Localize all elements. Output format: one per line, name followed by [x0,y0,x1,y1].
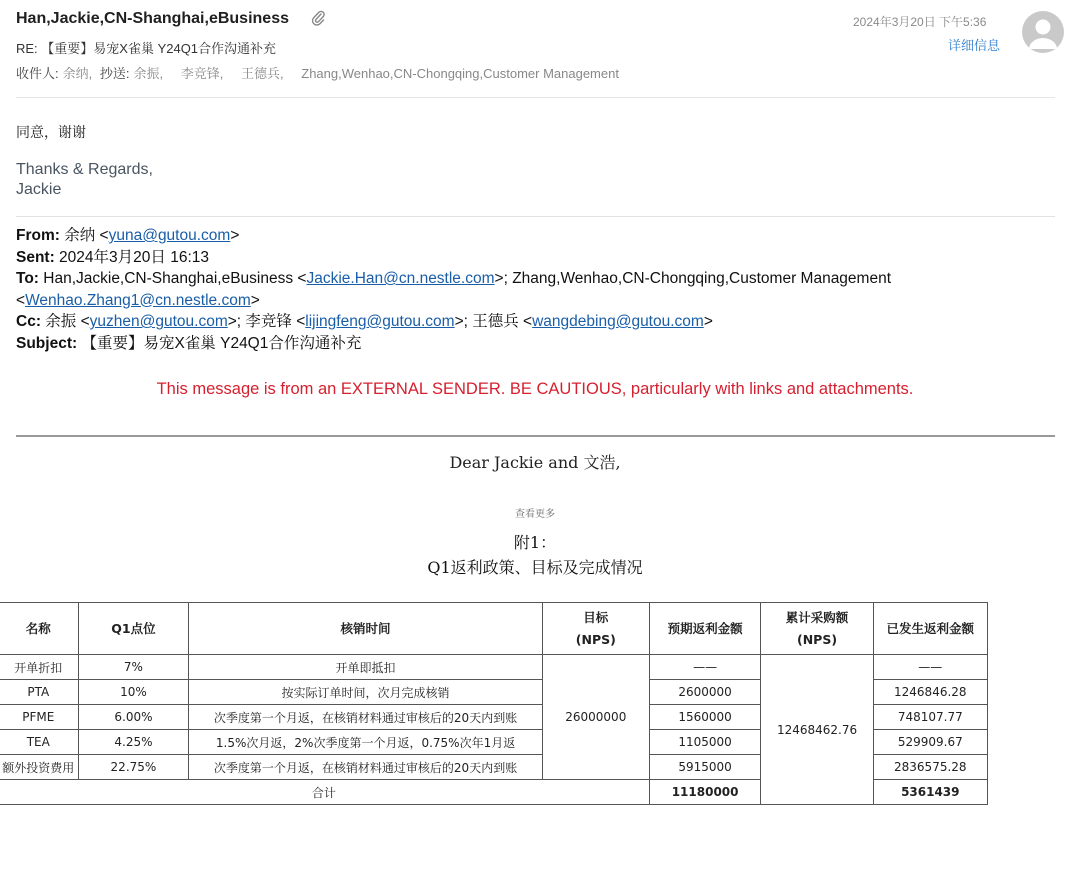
cell-occurred: 2836575.28 [873,755,987,780]
quoted-message-header [16,225,1066,354]
bracket: < [16,291,26,309]
avatar-person-icon [1022,11,1064,53]
from-label: From: [16,227,60,244]
column-header-line: 目标 [583,609,609,625]
subject-label: Subject: [16,334,78,352]
table-row [0,705,1078,730]
cc-label: Cc: [16,313,41,330]
column-header: 预期返利金额 [649,603,761,655]
header-divider [16,97,1055,98]
reply-body: 同意，谢谢 [16,124,86,140]
details-link[interactable]: 详细信息 [948,38,1001,53]
column-header: 已发生返利金额 [873,603,987,655]
quoted-sent [16,247,1066,269]
cc-name: >; 王德兵 < [454,313,533,330]
letter-divider [16,435,1055,437]
from-name: 余纳 < [59,227,109,244]
cell-q1: 22.75% [78,755,189,780]
message-date: 2024年3月20日 下午5:36 [853,15,987,29]
table-total-row [0,780,1078,805]
cell-expected: 1105000 [649,730,761,755]
table-row [0,680,1078,705]
cell-q1: 10% [78,680,189,705]
sender-name[interactable]: Han,Jackie,CN-Shanghai,eBusiness [16,10,289,27]
bracket: > [230,227,240,244]
external-sender-warning: This message is from an EXTERNAL SENDER. BE CAUTIOUS, particularly with links and attachments. [156,380,914,398]
cell-name: PFME [0,705,78,730]
cell-expected: —— [649,655,761,680]
cell-cumulative: 12468462.76 [761,655,873,805]
cell-name: 开单折扣 [0,655,78,680]
cc-recipient[interactable]: 余振, [133,66,164,81]
cc-email-link[interactable]: lijingfeng@gutou.com [305,313,455,330]
to-email-link[interactable]: Wenhao.Zhang1@cn.nestle.com [25,291,251,309]
rebate-table [0,602,1078,805]
table-row [0,755,1078,780]
bracket: > [250,291,260,309]
cc-name: 余振 < [40,313,90,330]
quoted-subject [16,333,1066,355]
cell-q1: 6.00% [78,705,189,730]
subject-line: RE: 【重要】易宠X雀巢 Y24Q1合作沟通补充 [16,41,277,56]
cell-total-label: 合计 [0,780,649,805]
quoted-to-cont [16,290,1066,312]
column-header: 名称 [0,603,78,655]
cc-label: 抄送: [99,66,130,81]
attachment-icon[interactable] [310,9,326,27]
cell-name: 额外投资费用 [0,755,78,780]
cell-name: TEA [0,730,78,755]
cell-q1: 7% [78,655,189,680]
cell-time: 次季度第一个月返，在核销材料通过审核后的20天内到账 [189,705,542,730]
cell-name: PTA [0,680,78,705]
cc-name: >; 李竞锋 < [227,313,306,330]
signature-name: Jackie [16,181,62,198]
table-row [0,655,1078,680]
column-header-line: (NPS) [796,631,838,647]
attachment-title: 附1： [513,533,557,552]
cell-time: 按实际订单时间，次月完成核销 [189,680,542,705]
recipients-line [16,63,619,82]
to-recipient[interactable]: 余纳, [62,66,93,81]
column-header-line: (NPS) [575,631,616,647]
cc-recipient[interactable]: 李竞锋, [180,66,224,81]
sent-label: Sent: [16,248,55,266]
table-header-row [0,603,1078,655]
cell-time: 次季度第一个月返，在核销材料通过审核后的20天内到账 [189,755,542,780]
quoted-from [16,225,1066,247]
cell-time: 开单即抵扣 [189,655,542,680]
quote-divider [16,216,1055,217]
cell-expected: 5915000 [649,755,761,780]
column-header-line: 累计采购额 [785,609,849,625]
cc-email-link[interactable]: yuzhen@gutou.com [89,313,228,330]
cc-recipient[interactable]: 王德兵, [241,66,284,81]
cell-expected: 1560000 [649,705,761,730]
cc-email-link[interactable]: wangdebing@gutou.com [532,313,704,330]
column-header [542,603,649,655]
to-label: To: [16,270,39,287]
cell-occurred: 748107.77 [873,705,987,730]
to-label: 收件人: [16,66,59,81]
bracket: > [703,313,713,330]
to-email-link[interactable]: Jackie.Han@cn.nestle.com [306,270,495,287]
attachment-subtitle: Q1返利政策、目标及完成情况 [427,558,643,577]
column-header: 核销时间 [189,603,542,655]
cell-occurred: 529909.67 [873,730,987,755]
avatar[interactable] [1022,11,1064,53]
subject-value: 【重要】易宠X雀巢 Y24Q1合作沟通补充 [77,334,362,352]
column-header [761,603,873,655]
to-name: >; Zhang,Wenhao,CN-Chongqing,Customer Management [494,270,892,287]
signature-line: Thanks & Regards, [16,161,153,178]
sent-value: 2024年3月20日 16:13 [54,248,209,266]
cell-target: 26000000 [542,655,649,780]
cc-recipient[interactable]: Zhang,Wenhao,CN-Chongqing,Customer Management [301,66,619,81]
to-name: Han,Jackie,CN-Shanghai,eBusiness < [38,270,307,287]
cell-total-occurred: 5361439 [873,780,987,805]
from-email-link[interactable]: yuna@gutou.com [108,227,231,244]
cell-occurred: —— [873,655,987,680]
cell-q1: 4.25% [78,730,189,755]
column-header: Q1点位 [78,603,189,655]
cell-time: 1.5%次月返，2%次季度第一个月返，0.75%次年1月返 [189,730,542,755]
quoted-to [16,268,1066,290]
signature [16,160,153,200]
table-row [0,730,1078,755]
cell-total-expected: 11180000 [649,780,761,805]
message-header [0,0,1080,98]
letter-greeting: Dear Jackie and 文浩, [449,453,621,472]
cell-occurred: 1246846.28 [873,680,987,705]
cell-expected: 2600000 [649,680,761,705]
see-more-link[interactable]: 查看更多 [515,509,555,520]
quoted-cc [16,311,1066,333]
